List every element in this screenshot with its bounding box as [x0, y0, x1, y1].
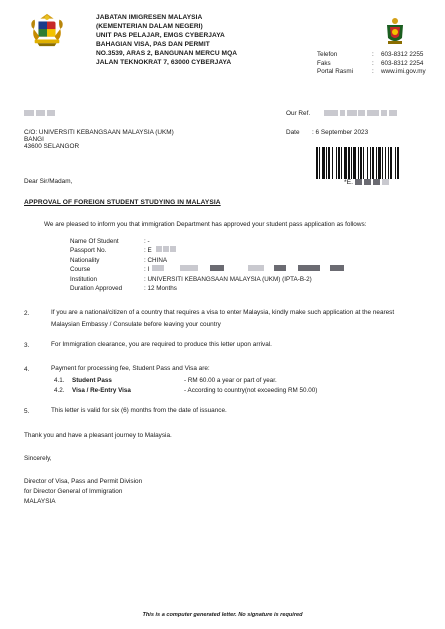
signature-line: Director of Visa, Pass and Permit Division: [24, 478, 143, 485]
intro-paragraph: We are pleased to inform you that immigration Department has approved your student pass application as follows:: [44, 221, 367, 228]
barcode-bar: [351, 147, 352, 179]
signature-line: for Director General of Immigration: [24, 488, 123, 495]
detail-label: Duration Approved: [70, 285, 123, 293]
contact-value: www.imi.gov.my: [381, 68, 426, 76]
paragraph-number: 5.: [24, 408, 30, 415]
addressee-line: BANGI: [24, 136, 44, 143]
barcode-bar: [338, 147, 340, 179]
detail-label: Course: [70, 266, 91, 274]
paragraph-3: For Immigration clearance, you are required to produce this letter upon arrival.: [51, 341, 272, 348]
barcode-bar: [388, 147, 389, 179]
detail-value: : -: [144, 238, 150, 245]
thanks-line: Thank you and have a pleasant journey to Malaysia.: [24, 432, 172, 439]
detail-label: Passport No.: [70, 247, 107, 255]
barcode-bar: [382, 147, 383, 179]
detail-row: [70, 237, 344, 246]
contact-label: Faks: [317, 59, 331, 67]
detail-value: : I: [144, 266, 150, 274]
fee-value: - According to country(not exceeding RM 50.00): [184, 387, 318, 394]
letterhead-line: BAHAGIAN VISA, PAS DAN PERMIT: [96, 40, 210, 48]
detail-value: : UNIVERSITI KEBANGSAAN MALAYSIA (UKM) (IPTA-B-2): [144, 275, 312, 283]
barcode-bar: [376, 147, 377, 179]
our-ref-redacted: [324, 110, 397, 118]
barcode-bar: [385, 147, 386, 179]
letterhead: [96, 14, 237, 67]
detail-value: : CHINA: [144, 256, 168, 264]
barcode-text: [344, 179, 389, 187]
barcode-bar: [390, 147, 392, 179]
contact-label: Portal Rasmi: [317, 68, 354, 76]
fee-label: Student Pass: [72, 377, 112, 384]
fee-label: Visa / Re-Entry Visa: [72, 387, 131, 394]
letterhead-line: NO.3539, ARAS 2, BANGUNAN MERCU MQA: [96, 49, 238, 57]
student-details: [70, 237, 344, 293]
detail-value: : E: [144, 247, 152, 255]
barcode-bar: [316, 147, 318, 179]
barcode-bar: [341, 147, 342, 179]
letterhead-line: (KEMENTERIAN DALAM NEGERI): [96, 22, 203, 30]
barcode-bar: [372, 147, 374, 179]
detail-row: [70, 284, 344, 293]
paragraph-number: 2.: [24, 310, 30, 317]
detail-label: Nationality: [70, 256, 100, 264]
barcode-bar: [319, 147, 320, 179]
contact-value: 603-8312 2255: [381, 51, 424, 58]
paragraph-line: If you are a national/citizen of a country that requires a visa to enter Malaysia, kindly make such application at the nearest: [51, 309, 395, 316]
contact-colon: :: [372, 68, 374, 76]
fee-number: 4.1.: [54, 377, 65, 384]
barcode-bar: [397, 147, 399, 179]
sincerely-line: Sincerely,: [24, 455, 52, 462]
barcode-bar: [336, 147, 337, 179]
contact-label: Telefon: [317, 51, 338, 58]
contact-block: [317, 51, 426, 77]
paragraph-2: [51, 307, 394, 330]
barcode-bar: [326, 147, 327, 179]
our-ref-label: Our Ref.: [286, 110, 311, 117]
contact-row: [317, 60, 426, 69]
detail-label: Name Of Student: [70, 238, 119, 245]
contact-row: [317, 51, 426, 60]
contact-value: 603-8312 2254: [381, 59, 424, 67]
date-label: Date: [286, 129, 300, 136]
barcode-bar: [360, 147, 362, 179]
detail-label: Institution: [70, 275, 97, 283]
letterhead-line: UNIT PAS PELAJAR, EMGS CYBERJAYA: [96, 31, 225, 39]
redacted-reference: [24, 110, 55, 118]
computer-generated-notice: This is a computer generated letter. No signature is required: [142, 612, 303, 618]
barcode-bar: [370, 147, 371, 179]
letter-title: APPROVAL OF FOREIGN STUDENT STUDYING IN MALAYSIA: [24, 199, 221, 206]
barcode-bar: [328, 147, 330, 179]
detail-row: [70, 246, 344, 255]
barcode-bar: [378, 147, 381, 179]
detail-row: [70, 265, 344, 274]
contact-colon: :: [372, 59, 374, 67]
salutation: Dear Sir/Madam,: [24, 178, 73, 185]
paragraph-number: 3.: [24, 342, 30, 349]
barcode-bar: [353, 147, 356, 179]
fee-number: 4.2.: [54, 387, 65, 394]
paragraph-5: This letter is valid for six (6) months from the date of issuance.: [51, 407, 227, 414]
fee-value: - RM 60.00 a year or part of year.: [184, 377, 277, 384]
fee-row: [54, 387, 317, 394]
barcode: [316, 147, 420, 179]
barcode-text-prefix: *E.: [344, 179, 354, 186]
letterhead-line: JALAN TEKNOKRAT 7, 63000 CYBERJAYA: [96, 58, 232, 66]
detail-value: : 12 Months: [144, 285, 177, 293]
barcode-bar: [344, 147, 347, 179]
letterhead-line: JABATAN IMIGRESEN MALAYSIA: [96, 14, 203, 21]
contact-row: [317, 68, 426, 77]
barcode-bar: [395, 147, 396, 179]
detail-row: [70, 275, 344, 284]
barcode-bar: [332, 147, 333, 179]
fee-row: [54, 377, 277, 384]
barcode-bar: [358, 147, 359, 179]
barcode-bar: [322, 147, 325, 179]
addressee-line: 43600 SELANGOR: [24, 143, 80, 150]
paragraph-4: Payment for processing fee, Student Pass and Visa are:: [51, 365, 210, 372]
contact-colon: :: [372, 51, 374, 58]
immigration-badge-icon: [383, 16, 407, 46]
paragraph-number: 4.: [24, 366, 30, 373]
detail-row: [70, 256, 344, 265]
paragraph-line: Malaysian Embassy / Consulate before leaving your country: [51, 320, 221, 328]
date-value: : 6 September 2023: [312, 129, 369, 136]
barcode-bar: [348, 147, 350, 179]
signature-line: MALAYSIA: [24, 498, 56, 505]
barcode-bar: [367, 147, 368, 179]
barcode-bar: [363, 147, 364, 179]
coat-of-arms-icon: [28, 12, 66, 48]
addressee-line: C/O: UNIVERSITI KEBANGSAAN MALAYSIA (UKM): [24, 129, 174, 136]
